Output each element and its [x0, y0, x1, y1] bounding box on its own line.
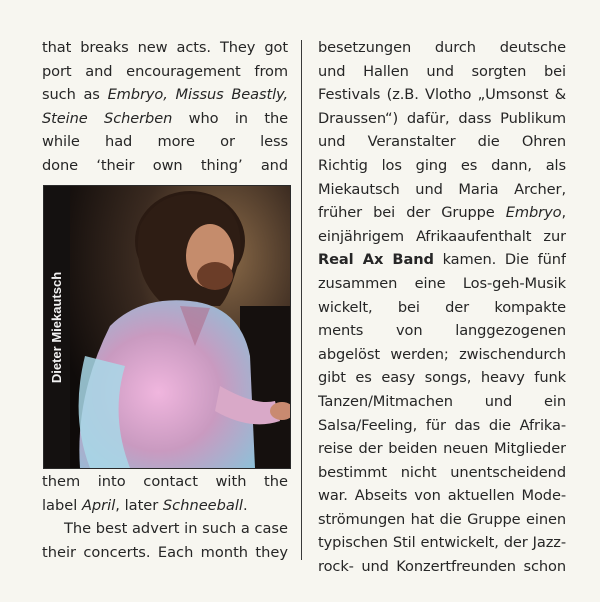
text-line: while had more or less: [42, 133, 288, 151]
right-column: [318, 36, 566, 579]
text-line: such as Embryo, Missus Beastly,: [42, 86, 288, 104]
left-column-top: [42, 36, 288, 178]
text-line: them into contact with the: [42, 473, 288, 490]
text-line: gibt es easy songs, heavy funk: [318, 369, 566, 387]
left-column-bottom: [42, 470, 288, 564]
text-line: zusammen eine Los-geh-Musik: [318, 274, 566, 292]
text-line: war. Abseits von aktuellen Mode-: [318, 487, 566, 505]
photo-caption: [44, 186, 70, 468]
text-line: früher bei der Gruppe Embryo,: [318, 204, 566, 222]
text-line: ments von langgezogenen: [318, 322, 566, 340]
text-line: strömungen hat die Gruppe einen: [318, 510, 566, 528]
photo-caption-text: Dieter Miekautsch: [49, 271, 65, 383]
text-line: reise der beiden neuen Mitglieder: [318, 440, 566, 458]
text-line: rock- und Konzertfreunden schon: [318, 558, 566, 576]
text-line: besetzungen durch deutsche: [318, 39, 566, 56]
text-line: Richtig los ging es dann, als: [318, 156, 566, 174]
text-line: Real Ax Band kamen. Die fünf: [318, 251, 566, 269]
text-line: einjährigem Afrikaaufenthalt zur: [318, 227, 566, 245]
text-line: Tanzen/Mitmachen und ein: [318, 392, 566, 410]
musician-photo-image: [70, 186, 290, 468]
text-line: und Veranstalter die Ohren: [318, 133, 566, 151]
text-line: abgelöst werden; zwischendurch: [318, 345, 566, 363]
column-divider: [301, 40, 302, 560]
text-line: typischen Stil entwickelt, der Jazz-: [318, 534, 566, 552]
text-line: wickelt, bei der kompakte: [318, 298, 566, 316]
text-line: label April, later Schneeball.: [42, 496, 248, 514]
text-line: Festivals (z.B. Vlotho „Umsonst &: [318, 86, 566, 104]
musician-photo: [43, 185, 291, 469]
text-line: port and encouragement from: [42, 62, 288, 80]
text-line: The best advert in such a case: [64, 520, 288, 538]
text-line: done ‘their own thing’ and: [42, 156, 288, 174]
text-line: that breaks new acts. They got: [42, 39, 288, 56]
text-line: Miekautsch und Maria Archer,: [318, 180, 566, 198]
text-line: Steine Scherben who in the: [42, 109, 288, 127]
text-line: Draussen“) dafür, dass Publikum: [318, 109, 566, 127]
text-line: Salsa/Feeling, für das die Afrika-: [318, 416, 566, 434]
text-line: und Hallen und sorgten bei: [318, 62, 566, 80]
text-line: their concerts. Each month they: [42, 543, 288, 561]
text-line: bestimmt nicht unentscheidend: [318, 463, 566, 481]
